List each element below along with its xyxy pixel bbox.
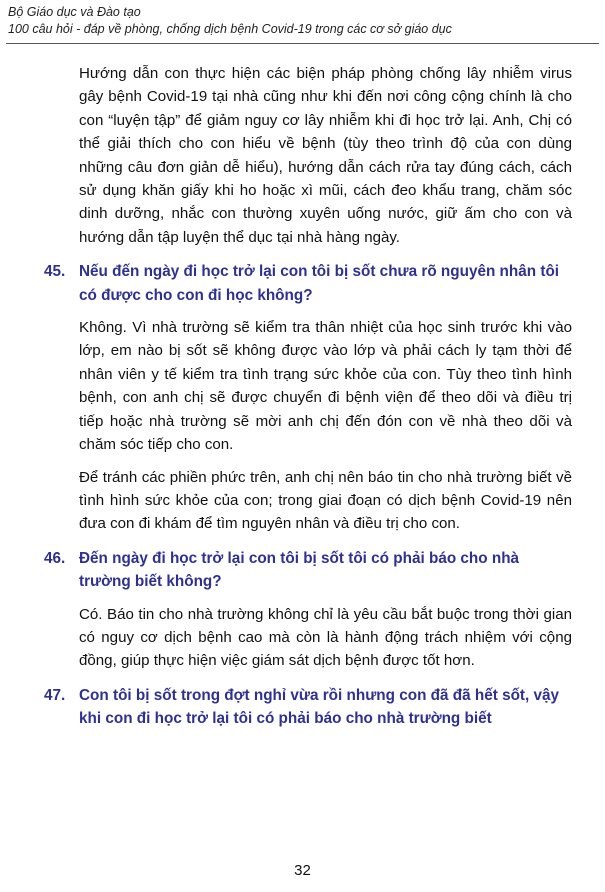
answer-paragraph: Để tránh các phiền phức trên, anh chị nên báo tin cho nhà trường biết về tình hình sức khỏe của con; trong giai đoạn có dịch bệnh Covid-19 nên đưa con đi khám để tìm nguyên nhân và điều trị cho con. <box>79 468 572 533</box>
question-text: Đến ngày đi học trở lại con tôi bị sốt tôi có phải báo cho nhà trường biết không? <box>79 549 520 591</box>
page-header <box>8 4 598 38</box>
question-number: 45. <box>44 263 66 281</box>
question-text: Nếu đến ngày đi học trở lại con tôi bị sốt chưa rõ nguyên nhân tôi có được cho con đi học không? <box>79 263 560 304</box>
intro-paragraph: Hướng dẫn con thực hiện các biện pháp phòng chống lây nhiễm virus gây bệnh Covid-19 tại nhà cũng như khi đến nơi công cộng chính là cho con “luyện tập” để giảm nguy cơ lây nhiễm khi đi học trở lại. Anh, Chị có thể giải thích cho con hiểu về bệnh (tùy theo trình độ của con dùng những câu đơn giản dễ hiểu), hướng dẫn cách rửa tay đúng cách, cách sử dụng khăn giấy khi ho hoặc xì mũi, cách đeo khẩu trang, chăm sóc dinh dưỡng, nhắc con thường xuyên uống nước, giữ ấm cho con và hướng dẫn tập luyện thể dục tại nhà hàng ngày. <box>79 65 572 246</box>
header-document-title: 100 câu hỏi - đáp về phòng, chống dịch bệnh Covid-19 trong các cơ sở giáo dục <box>8 22 452 36</box>
question-number: 47. <box>44 686 66 704</box>
page-content <box>0 62 605 731</box>
answer-paragraph: Không. Vì nhà trường sẽ kiểm tra thân nhiệt của học sinh trước khi vào lớp, em nào bị sốt sẽ không được vào lớp và phải cách ly tạm thời để nhân viên y tế kiểm tra tình trạng sức khỏe của con. Tùy theo tình hình bệnh, con anh chị sẽ được chuyển đi bệnh viện để theo dõi và điều trị tiếp hoặc nhà trường sẽ mời anh chị đến đón con về nhà theo dõi và chăm sóc tiếp cho con. <box>79 319 572 454</box>
header-publisher: Bộ Giáo dục và Đào tạo <box>8 5 141 19</box>
question-47 <box>0 684 605 731</box>
question-45 <box>0 260 605 307</box>
header-divider <box>6 43 599 44</box>
page-number: 32 <box>294 862 311 879</box>
question-text: Con tôi bị sốt trong đợt nghỉ vừa rồi nhưng con đã đã hết sốt, vậy khi con đi học trở lại tôi có phải báo cho nhà trường biết <box>79 686 560 728</box>
question-46 <box>0 547 605 594</box>
answer-paragraph: Có. Báo tin cho nhà trường không chỉ là yêu cầu bắt buộc trong thời gian có nguy cơ dịch bệnh cao mà còn là hành động trách nhiệm với cộng đồng, giúp thực hiện việc giám sát dịch bệnh được tốt hơn. <box>79 605 572 670</box>
question-number: 46. <box>44 549 66 567</box>
